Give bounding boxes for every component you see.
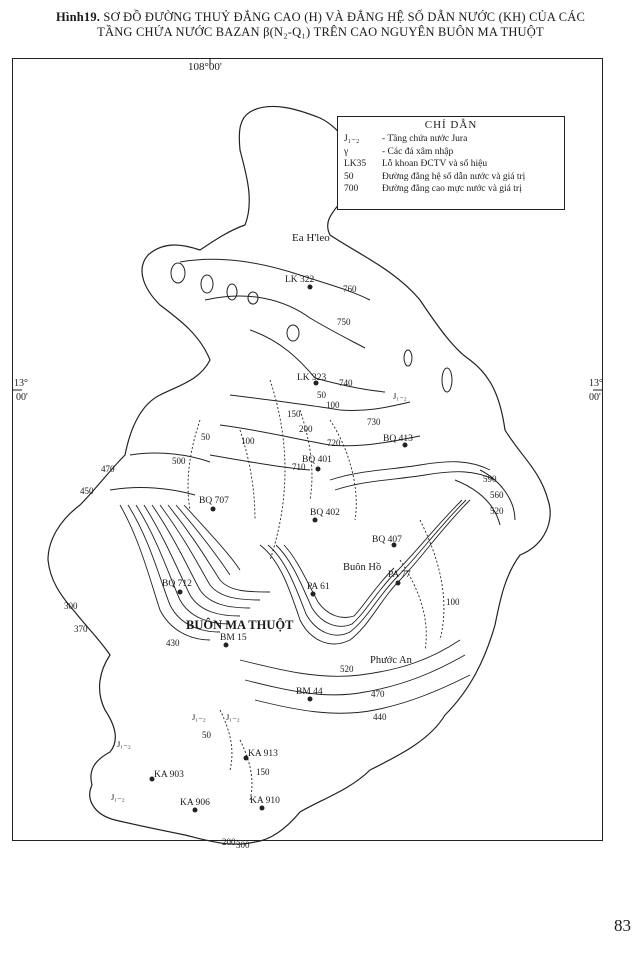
jura-label: J₁₋₂ xyxy=(117,739,131,749)
legend-symbol: 700 xyxy=(344,184,359,194)
legend-item-jura xyxy=(344,133,558,146)
contour-label: 50 xyxy=(202,730,211,740)
contour-label: 300 xyxy=(64,601,78,611)
well-label: LK 323 xyxy=(297,373,327,383)
contour-label: 500 xyxy=(172,456,186,466)
contour-label: 200 xyxy=(299,424,313,434)
contour-label: 50 xyxy=(317,390,326,400)
legend-text: Lỗ khoan ĐCTV và số hiệu xyxy=(382,159,488,169)
legend-text: Đường đẳng hệ số dẫn nước và giá trị xyxy=(382,171,526,182)
contour-label: 560 xyxy=(490,490,504,500)
place-ea-hleo: Ea H'leo xyxy=(292,232,330,244)
coord-right-lat-deg: 13° xyxy=(589,378,603,389)
coord-right-lat-min: 00' xyxy=(589,392,601,403)
well-label: BQ 402 xyxy=(310,508,340,518)
legend-text: - Các đá xâm nhập xyxy=(382,146,454,157)
contour-label: 730 xyxy=(367,417,381,427)
contour-label: 100 xyxy=(446,597,460,607)
contour-label: 430 xyxy=(166,638,180,648)
well-label: PA 61 xyxy=(307,582,330,592)
jura-label: J₁₋₂ xyxy=(111,792,125,802)
legend-item-borehole xyxy=(344,158,558,171)
place-phuoc-an: Phước An xyxy=(370,655,412,666)
contour-label: 200 xyxy=(222,837,236,847)
jura-label: J₁₋₂ xyxy=(192,712,206,722)
well-label: KA 913 xyxy=(248,749,278,759)
well-label: BQ 401 xyxy=(302,455,332,465)
contour-label: 100 xyxy=(241,436,255,446)
legend-text: - Tầng chứa nước Jura xyxy=(382,134,468,144)
well-label: PA 77 xyxy=(388,570,411,580)
jura-label: J₁₋₂ xyxy=(393,391,407,401)
well-label: KA 910 xyxy=(250,796,280,806)
legend-symbol: 50 xyxy=(344,171,354,182)
legend-title: CHỈ DẪN xyxy=(424,119,478,131)
legend-symbol: J₁₋₂ xyxy=(344,134,360,144)
contour-label: 470 xyxy=(101,464,115,474)
well-label: BQ 712 xyxy=(162,579,192,589)
contour-label: 520 xyxy=(490,506,504,516)
well-label: KA 903 xyxy=(154,770,184,780)
place-buon-ho: Buôn Hồ xyxy=(343,562,382,573)
well-label: BQ 407 xyxy=(372,535,402,545)
contour-label: 470 xyxy=(371,689,385,699)
well-label: BQ 707 xyxy=(199,496,229,506)
contour-label: 450 xyxy=(80,486,94,496)
caption-line-1: SƠ ĐỒ ĐƯỜNG THUỶ ĐẲNG CAO (H) VÀ ĐẲNG HỆ SỐ DẪN NƯỚC (KH) CỦA CÁC xyxy=(103,10,586,24)
contour-label: 590 xyxy=(483,474,497,484)
well-label: BQ 413 xyxy=(383,434,413,444)
well-label: KA 906 xyxy=(180,798,210,808)
well-label: BM 44 xyxy=(296,687,323,697)
contour-label: 150 xyxy=(256,767,270,777)
contour-label: 740 xyxy=(339,378,353,388)
map-legend xyxy=(337,116,565,210)
place-buon-ma-thuot: BUÔN MA THUỘT xyxy=(186,618,294,632)
well-label: LK 322 xyxy=(285,275,315,285)
contour-label: 720 xyxy=(327,438,341,448)
contour-label: 520 xyxy=(340,664,354,674)
contour-label: 440 xyxy=(373,712,387,722)
page-number: 83 xyxy=(614,916,631,935)
legend-text: Đường đẳng cao mực nước và giá trị xyxy=(382,184,522,194)
legend-symbol: γ xyxy=(344,146,349,157)
contour-label: 370 xyxy=(74,624,88,634)
legend-item-transmissivity xyxy=(344,171,558,184)
caption-line-2: TẦNG CHỨA NƯỚC BAZAN β(N₂-Q₁) TRÊN CAO NGUYÊN BUÔN MA THUỘT xyxy=(97,25,544,39)
coord-top-lon: 108°00' xyxy=(188,61,222,73)
jura-label: J₁₋₂ xyxy=(226,712,240,722)
coord-left-lat-deg: 13° xyxy=(14,378,28,389)
coord-left-lat-min: 00' xyxy=(16,392,28,403)
well-label: BM 15 xyxy=(220,633,247,643)
legend-item-intrusion xyxy=(344,146,558,159)
contour-label: 50 xyxy=(201,432,210,442)
contour-label: 300 xyxy=(236,840,250,850)
legend-symbol: LK35 xyxy=(344,159,367,169)
contour-label: 760 xyxy=(343,284,357,294)
figure-number: Hình19. xyxy=(55,10,101,24)
contour-label: 150 xyxy=(287,409,301,419)
legend-item-water-level xyxy=(344,183,558,196)
contour-label: 750 xyxy=(337,317,351,327)
plateau-boundary xyxy=(48,106,550,844)
contour-label: 100 xyxy=(326,400,340,410)
contour-label: 710 xyxy=(292,462,306,472)
